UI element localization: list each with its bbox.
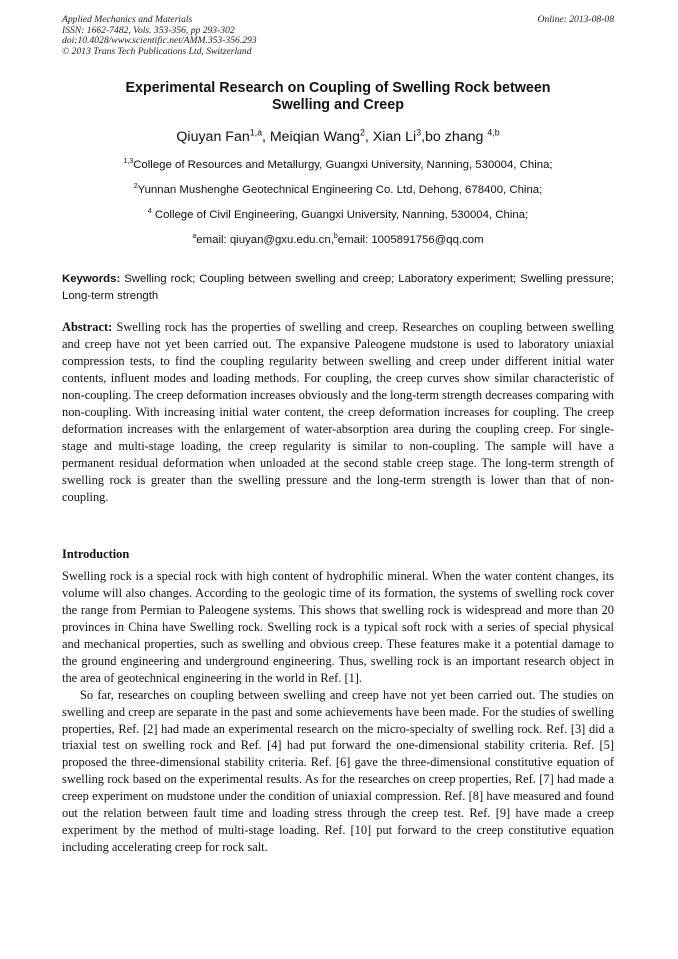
issn-line: ISSN: 1662-7482, Vols. 353-356, pp 293-302 bbox=[62, 24, 235, 36]
introduction-paragraph-1: Swelling rock is a special rock with high content of hydrophilic mineral. When the water content changes, its volume will also changes. According to the geologic time of its formation, the systems of swelling rock cover the range from Permian to Paleogene systems. This shows that swelling rock is widespread and more than 20 provinces in China have Swelling rock. Swelling rock is a typical soft rock with a series of special physical and mechanical properties, such as swelling and obvious creep. These features make it a potential damage to the ground engineering and underground engineering. Thus, swelling rock is an important research object in the area of geotechnical engineering in the world in Ref. [1]. bbox=[62, 568, 614, 685]
affiliation-3 bbox=[62, 208, 614, 222]
author-name: Qiuyan Fan bbox=[176, 129, 250, 145]
author-name: , Meiqian Wang bbox=[261, 129, 361, 145]
affiliation-2 bbox=[62, 183, 614, 197]
affiliation-mark: 4 bbox=[147, 208, 152, 216]
title-line-1: Experimental Research on Coupling of Swelling Rock between bbox=[125, 80, 551, 96]
keywords-label: Keywords: bbox=[62, 273, 121, 285]
affiliation-mark: 1,3 bbox=[123, 158, 134, 166]
author-name: , Xian Li bbox=[364, 129, 417, 145]
author-emails bbox=[62, 233, 614, 247]
abstract-label: Abstract: bbox=[62, 320, 113, 334]
email-b[interactable]: email: 1005891756@qq.com bbox=[337, 234, 484, 246]
author-affiliation-mark: 4,b bbox=[487, 127, 500, 138]
affiliation-mark: 2 bbox=[133, 183, 138, 191]
doi-line[interactable]: doi:10.4028/www.scientific.net/AMM.353-356.293 bbox=[62, 35, 257, 47]
author-name: ,bo zhang bbox=[421, 129, 488, 145]
abstract-text: Swelling rock has the properties of swelling and creep. Researches on coupling between swelling and creep have not yet been carried out. The expansive Paleogene mudstone is used to laboratory uniaxial compression tests, to find the coupling regularity between swelling and creep under different initial water contents, influent modes and loading methods. For coupling, the creep curves show similar characteristic of non-coupling. The creep deformation increases obviously and the long-term strength decreases comparing with non-coupling. With increasing initial water content, the creep deformation increases for coupling. The creep deformation increases with the enlargement of water-absorption area during the coupling creep. For single-stage and multi-stage loading, the creep regularity is similar to non-coupling. The sample will have a permanent residual deformation when unloaded at the second stable creep stage. The long-term strength of swelling rock is greater than the swelling pressure and the long-term strength is lower than that of non-coupling. bbox=[62, 320, 614, 504]
introduction-heading: Introduction bbox=[62, 547, 130, 561]
keywords-text: Swelling rock; Coupling between swelling and creep; Laboratory experiment; Swelling pressure; Long-term strength bbox=[62, 273, 614, 303]
copyright-line: © 2013 Trans Tech Publications Ltd, Switzerland bbox=[62, 45, 252, 57]
introduction-paragraph-2: So far, researches on coupling between swelling and creep have not yet been carried out. The studies on swelling and creep are separate in the past and some achievements have been made. For the studies of swelling properties, Ref. [2] had made an experimental research on the micro-specialty of swelling rock. Ref. [3] did a triaxial test on swelling rock and Ref. [4] had put forward the one-dimensional stability criteria. Ref. [5] proposed the three-dimensional stability criteria. Ref. [6] gave the three-dimensional constitutive equation of swelling rock based on the experimental results. As for the researches on creep properties, Ref. [7] had made a creep experiment on mudstone under the condition of uniaxial compression. Ref. [8] have measured and found out the relation between fault time and loading stress through the creep test. Ref. [9] have made a creep experiment by the method of multi-stage loading. Ref. [10] put forward to the creep constitutive equation including accelerating creep for rock salt. bbox=[62, 687, 614, 855]
email-mark-a: a bbox=[192, 233, 197, 241]
affiliation-text: College of Resources and Metallurgy, Guangxi University, Nanning, 530004, China; bbox=[133, 159, 553, 171]
introduction-section bbox=[62, 546, 614, 856]
paper-title bbox=[62, 80, 614, 114]
author-affiliation-mark: 1,a bbox=[249, 127, 262, 138]
online-date: Online: 2013-08-08 bbox=[537, 14, 614, 25]
journal-header bbox=[62, 15, 614, 57]
affiliation-text: College of Civil Engineering, Guangxi University, Nanning, 530004, China; bbox=[151, 209, 529, 221]
author-list bbox=[62, 128, 614, 146]
author-affiliation-mark: 2 bbox=[360, 127, 365, 138]
affiliation-text: Yunnan Mushenghe Geotechnical Engineering Co. Ltd, Dehong, 678400, China; bbox=[137, 184, 543, 196]
keywords bbox=[62, 271, 614, 306]
journal-name: Applied Mechanics and Materials bbox=[62, 14, 193, 25]
email-mark-b: b bbox=[333, 233, 338, 241]
title-line-2: Swelling and Creep bbox=[272, 97, 404, 113]
affiliation-1 bbox=[62, 158, 614, 172]
author-affiliation-mark: 3 bbox=[416, 127, 422, 138]
email-a[interactable]: email: qiuyan@gxu.edu.cn, bbox=[196, 234, 334, 246]
abstract bbox=[62, 319, 614, 505]
